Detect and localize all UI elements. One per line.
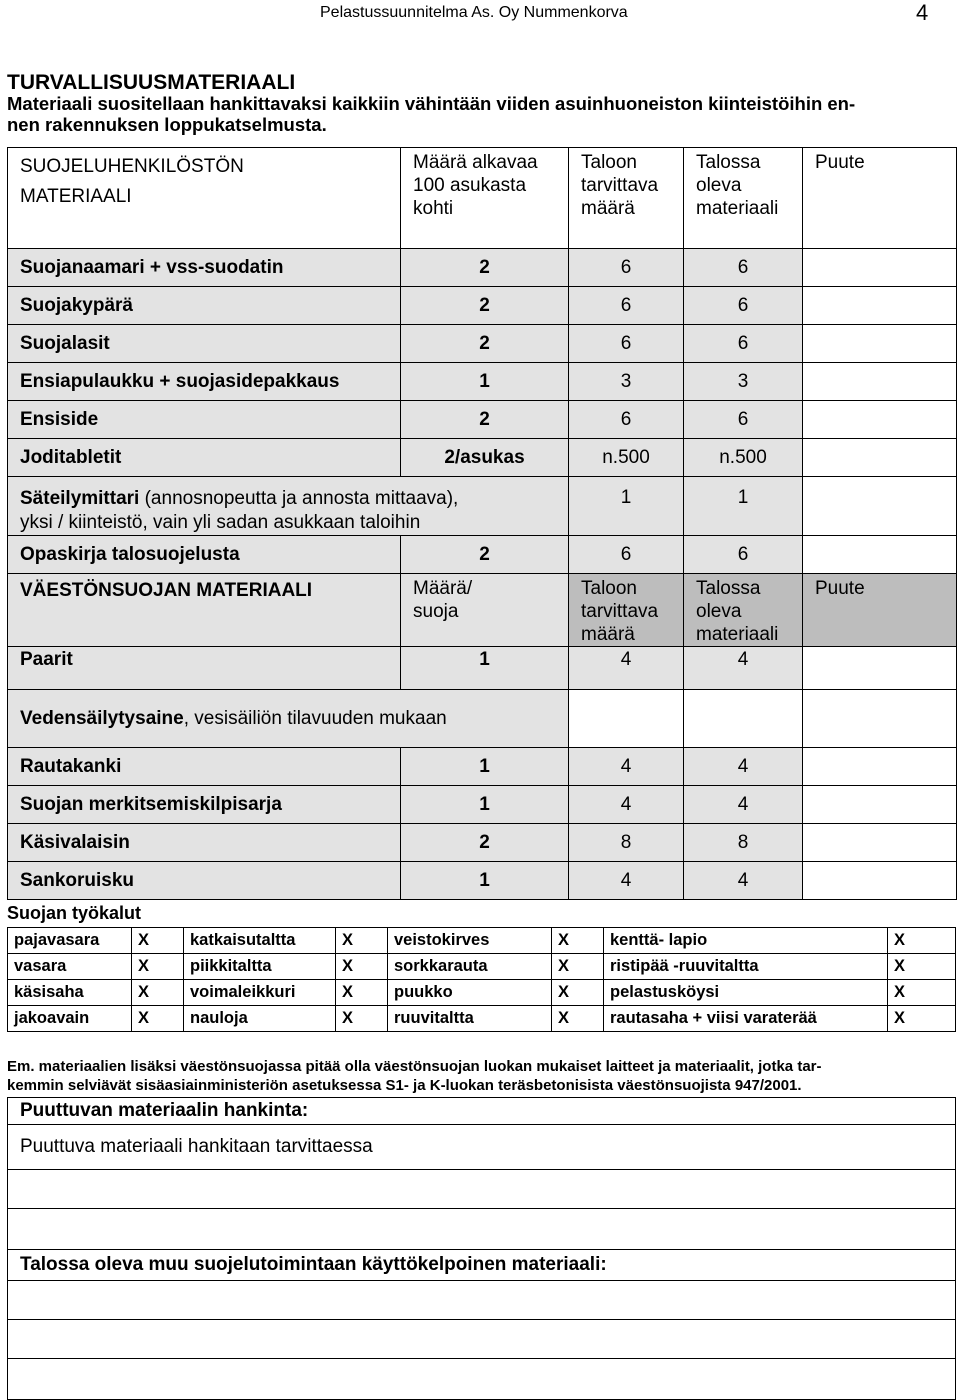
- missing-material-table: [7, 1097, 956, 1400]
- radiation-meter-line2: yksi / kiinteistö, vain yli sadan asukkaan taloihin: [20, 512, 421, 533]
- tool-name: jakoavain: [8, 1006, 132, 1032]
- item-needed: 8: [569, 824, 684, 862]
- item-missing: [803, 536, 957, 574]
- table-row: [8, 287, 957, 325]
- tool-mark: X: [132, 1006, 184, 1032]
- item-missing: [803, 748, 957, 786]
- staff-title-cell: [8, 148, 401, 249]
- missing-material-blank-line[interactable]: [8, 1170, 956, 1209]
- item-name: Käsivalaisin: [8, 824, 401, 862]
- item-name: Rautakanki: [8, 748, 401, 786]
- staff-title-line2: MATERIAALI: [20, 186, 132, 207]
- tool-name: piikkitaltta: [184, 954, 336, 980]
- item-existing: [684, 690, 803, 748]
- table-row: [8, 325, 957, 363]
- item-needed: 4: [569, 748, 684, 786]
- item-missing: [803, 477, 957, 536]
- tool-name: rautasaha + viisi varaterää: [604, 1006, 888, 1032]
- item-missing: [803, 249, 957, 287]
- water-item-cell: [8, 690, 569, 748]
- tool-name: puukko: [388, 980, 552, 1006]
- item-needed: 4: [569, 786, 684, 824]
- item-existing: 6: [684, 536, 803, 574]
- tool-mark: X: [552, 1006, 604, 1032]
- radiation-meter-desc: (annosnopeutta ja annosta mittaava),: [139, 488, 459, 509]
- tool-name: katkaisutaltta: [184, 928, 336, 954]
- tools-table: [7, 927, 956, 1032]
- missing-material-blank-line[interactable]: [8, 1209, 956, 1250]
- item-existing: 4: [684, 786, 803, 824]
- item-existing: 8: [684, 824, 803, 862]
- item-amount: 1: [401, 748, 569, 786]
- shelter-col-existing-line1: Talossa: [696, 578, 761, 599]
- item-amount: 2/asukas: [401, 439, 569, 477]
- col-needed-line1: Taloon: [581, 152, 637, 173]
- col-existing-line3: materiaali: [696, 198, 779, 219]
- tool-mark: X: [552, 980, 604, 1006]
- staff-title-line1: SUOJELUHENKILÖSTÖN: [20, 156, 244, 177]
- item-amount: 1: [401, 647, 569, 690]
- item-existing: n.500: [684, 439, 803, 477]
- item-amount: 1: [401, 862, 569, 900]
- radiation-meter-cell: [8, 477, 569, 536]
- tool-mark: X: [888, 954, 956, 980]
- item-needed: 1: [569, 477, 684, 536]
- document-header-title: Pelastussuunnitelma As. Oy Nummenkorva: [320, 4, 628, 21]
- item-existing: 1: [684, 477, 803, 536]
- table-row: [8, 249, 957, 287]
- item-amount: 2: [401, 824, 569, 862]
- radiation-meter-name: Säteilymittari: [20, 488, 140, 509]
- item-needed: 6: [569, 249, 684, 287]
- item-needed: 6: [569, 401, 684, 439]
- col-header-missing: Puute: [803, 148, 957, 249]
- item-needed: 4: [569, 647, 684, 690]
- shelter-col-existing-line3: materiaali: [696, 624, 779, 645]
- col-needed-line2: tarvittava: [581, 175, 659, 196]
- intro-line-2: nen rakennuksen loppukatselmusta.: [7, 114, 327, 135]
- item-needed: 4: [569, 862, 684, 900]
- intro-line-1: Materiaali suositellaan hankittavaksi kaikkiin vähintään viiden asuinhuoneiston kiinteistöihin en-: [7, 93, 856, 114]
- tool-mark: X: [132, 928, 184, 954]
- item-amount: 2: [401, 536, 569, 574]
- tool-mark: X: [552, 928, 604, 954]
- table-row: [8, 786, 957, 824]
- tool-name: vasara: [8, 954, 132, 980]
- item-missing: [803, 439, 957, 477]
- tool-name: pelastusköysi: [604, 980, 888, 1006]
- shelter-col-missing: Puute: [803, 574, 957, 647]
- shelter-col-needed-line1: Taloon: [581, 578, 637, 599]
- col-existing-line1: Talossa: [696, 152, 761, 173]
- tool-mark: X: [336, 954, 388, 980]
- tool-mark: X: [336, 928, 388, 954]
- item-existing: 6: [684, 249, 803, 287]
- item-name: Sankoruisku: [8, 862, 401, 900]
- tool-mark: X: [132, 980, 184, 1006]
- col-needed-line3: määrä: [581, 198, 635, 219]
- item-needed: 6: [569, 536, 684, 574]
- shelter-col-existing-line2: oleva: [696, 601, 742, 622]
- usable-material-blank-line[interactable]: [8, 1359, 956, 1400]
- shelter-col-needed-line3: määrä: [581, 624, 635, 645]
- item-name: Joditabletit: [8, 439, 401, 477]
- shelter-title: VÄESTÖNSUOJAN MATERIAALI: [8, 574, 401, 647]
- tool-name: kenttä- lapio: [604, 928, 888, 954]
- col-header-existing: [684, 148, 803, 249]
- col-header-amount: [401, 148, 569, 249]
- item-name: Paarit: [8, 647, 401, 690]
- table-row: [8, 862, 957, 900]
- col-header-needed: [569, 148, 684, 249]
- missing-material-heading: Puuttuvan materiaalin hankinta:: [8, 1098, 956, 1125]
- tool-name: sorkkarauta: [388, 954, 552, 980]
- table-row-water: [8, 690, 957, 748]
- tools-row: [8, 980, 956, 1006]
- shelter-col-amount-line2: suoja: [413, 601, 459, 622]
- item-missing: [803, 325, 957, 363]
- tool-mark: X: [888, 928, 956, 954]
- tool-name: ruuvitaltta: [388, 1006, 552, 1032]
- tools-row: [8, 954, 956, 980]
- shelter-table-header: [8, 574, 957, 647]
- col-existing-line2: oleva: [696, 175, 742, 196]
- item-amount: 2: [401, 249, 569, 287]
- tools-row: [8, 928, 956, 954]
- item-existing: 6: [684, 325, 803, 363]
- table-row: [8, 363, 957, 401]
- item-name: Ensiapulaukku + suojasidepakkaus: [8, 363, 401, 401]
- tool-name: pajavasara: [8, 928, 132, 954]
- item-missing: [803, 824, 957, 862]
- item-existing: 6: [684, 401, 803, 439]
- item-amount: 2: [401, 401, 569, 439]
- usable-material-blank-line[interactable]: [8, 1281, 956, 1320]
- note-line-2: kemmin selviävät sisäasiainministeriön asetuksessa S1- ja K-luokan teräsbetonisista väestönsuojista 947/2001.: [7, 1077, 802, 1094]
- tool-name: ristipää -ruuvitaltta: [604, 954, 888, 980]
- shelter-col-amount: [401, 574, 569, 647]
- item-name: Ensiside: [8, 401, 401, 439]
- section-heading: TURVALLISUUSMATERIAALI: [7, 71, 296, 94]
- tool-mark: X: [336, 1006, 388, 1032]
- item-amount: 1: [401, 363, 569, 401]
- table-row-radiation: [8, 477, 957, 536]
- shelter-col-amount-line1: Määrä/: [413, 578, 473, 599]
- item-amount: 1: [401, 786, 569, 824]
- item-name: Suojanaamari + vss-suodatin: [8, 249, 401, 287]
- table-row: [8, 439, 957, 477]
- item-name: Suojalasit: [8, 325, 401, 363]
- tool-name: käsisaha: [8, 980, 132, 1006]
- item-missing: [803, 786, 957, 824]
- tools-label: Suojan työkalut: [7, 903, 142, 923]
- item-needed: 6: [569, 325, 684, 363]
- shelter-col-existing: [684, 574, 803, 647]
- tool-name: voimaleikkuri: [184, 980, 336, 1006]
- tool-mark: X: [552, 954, 604, 980]
- materials-table: [7, 147, 957, 900]
- item-name: Suojakypärä: [8, 287, 401, 325]
- item-needed: 3: [569, 363, 684, 401]
- item-existing: 3: [684, 363, 803, 401]
- shelter-col-needed: [569, 574, 684, 647]
- water-item-desc: , vesisäiliön tilavuuden mukaan: [183, 707, 447, 729]
- tool-mark: X: [132, 954, 184, 980]
- item-existing: 6: [684, 287, 803, 325]
- item-name: Suojan merkitsemiskilpisarja: [8, 786, 401, 824]
- item-amount: 2: [401, 325, 569, 363]
- tool-mark: X: [888, 980, 956, 1006]
- table-row: [8, 401, 957, 439]
- usable-material-heading: Talossa oleva muu suojelutoimintaan käyttökelpoinen materiaali:: [8, 1250, 956, 1281]
- item-needed: [569, 690, 684, 748]
- col-amount-line1: Määrä alkavaa: [413, 152, 538, 173]
- item-name: Opaskirja talosuojelusta: [8, 536, 401, 574]
- intro-section: [7, 72, 952, 135]
- item-missing: [803, 401, 957, 439]
- usable-material-blank-line[interactable]: [8, 1320, 956, 1359]
- shelter-col-needed-line2: tarvittava: [581, 601, 659, 622]
- item-existing: 4: [684, 748, 803, 786]
- col-amount-line3: kohti: [413, 198, 454, 219]
- table-row: [8, 824, 957, 862]
- page-number: 4: [916, 0, 929, 25]
- tools-row: [8, 1006, 956, 1032]
- staff-table-header: [8, 148, 957, 249]
- item-existing: 4: [684, 862, 803, 900]
- item-missing: [803, 647, 957, 690]
- tool-name: veistokirves: [388, 928, 552, 954]
- item-needed: n.500: [569, 439, 684, 477]
- water-item-name: Vedensäilytysaine: [20, 707, 184, 729]
- tool-name: nauloja: [184, 1006, 336, 1032]
- note-line-1: Em. materiaalien lisäksi väestönsuojassa pitää olla väestönsuojan luokan mukaiset laitteet ja materiaalit, jotka tar-: [7, 1058, 822, 1075]
- col-amount-line2: 100 asukasta: [413, 175, 527, 196]
- table-row: [8, 536, 957, 574]
- regulation-note: [7, 1057, 952, 1095]
- tool-mark: X: [336, 980, 388, 1006]
- table-row: [8, 647, 957, 690]
- item-missing: [803, 862, 957, 900]
- item-missing: [803, 690, 957, 748]
- missing-material-text[interactable]: Puuttuva materiaali hankitaan tarvittaessa: [8, 1125, 956, 1170]
- item-missing: [803, 287, 957, 325]
- item-existing: 4: [684, 647, 803, 690]
- item-missing: [803, 363, 957, 401]
- tool-mark: X: [888, 1006, 956, 1032]
- item-needed: 6: [569, 287, 684, 325]
- table-row: [8, 748, 957, 786]
- item-amount: 2: [401, 287, 569, 325]
